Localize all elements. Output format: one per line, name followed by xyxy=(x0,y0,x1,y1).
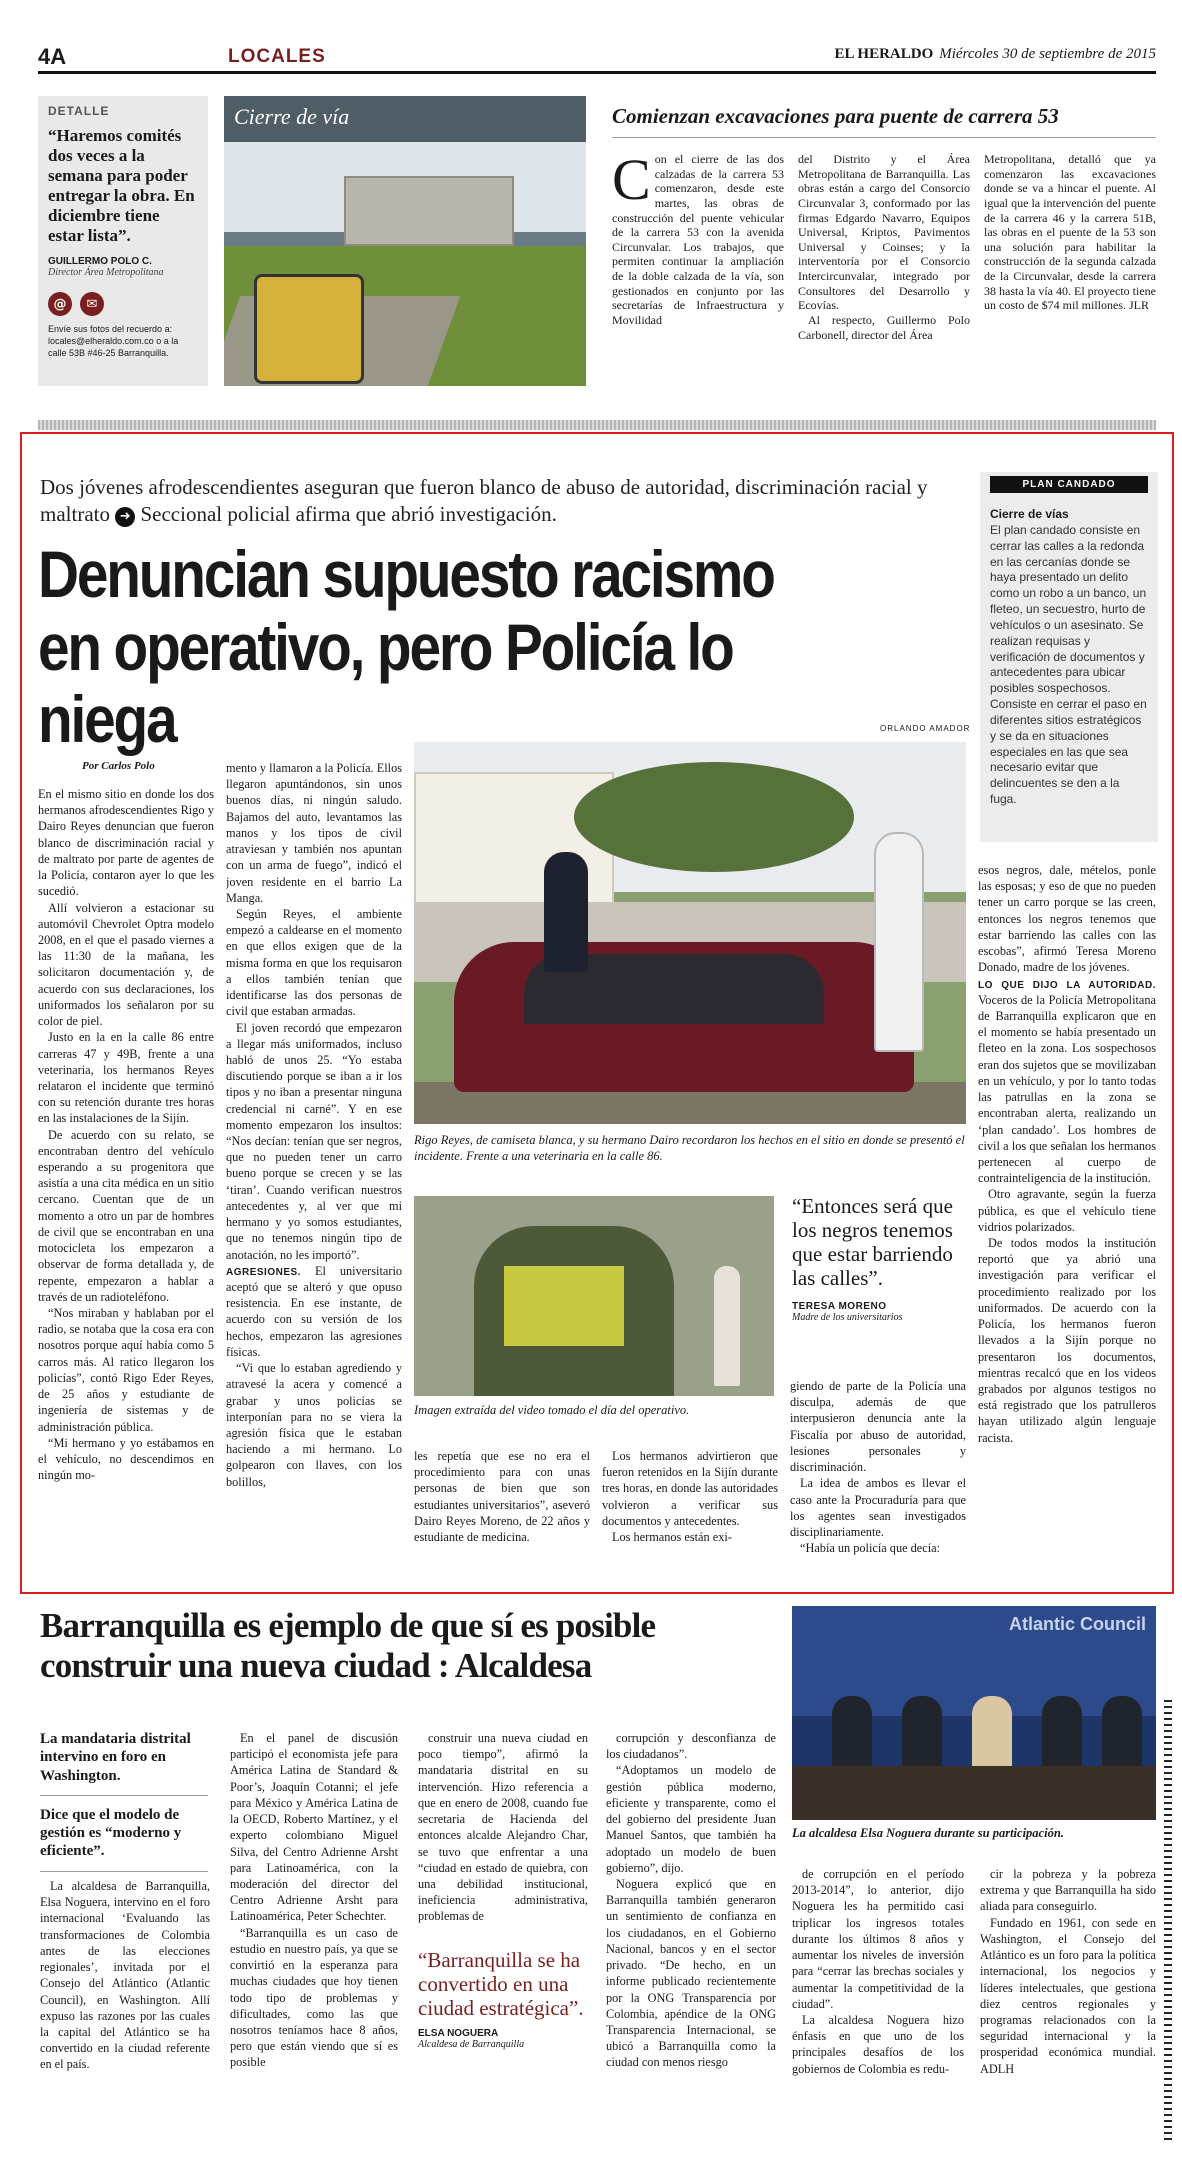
photo-bystander xyxy=(714,1266,740,1386)
paragraph: mento y llamaron a la Policía. Ellos llegaron apuntándonos, sin unos buenos días, ni ningún saludo. Bajamos del auto, levantamos las manos y los tipos de civil atraviesan y también nos apuntan con un arma de fuego”, indicó el joven residente en el barrio La Manga. xyxy=(226,761,402,905)
paragraph: construir una nueva ciudad en poco tiempo”, afirmó la mandataria distrital en su intervención. Hizo referencia a que en enero de 2008, cuando fue secretaria de Hacienda del entonces alcalde Alejandro Char, se tuvo que enfrentar a una “ciudad en estado de quiebra, con una debilidad institucional, ineficiencia administrativa, problemas de xyxy=(418,1731,588,1924)
pull-quote-text: “Entonces será que los negros tenemos que estar barriendo las calles”. xyxy=(792,1194,953,1291)
photo-panelist xyxy=(1102,1696,1142,1776)
paragraph: de corrupción en el período 2013-2014”, lo anterior, dijo Noguera les ha permitido casi triplicar los ingresos totales durante los últimos 8 años y aumentar los niveles de inversión para “cerrar las brechas sociales y aumentar la competitividad de la ciudad”. xyxy=(792,1867,964,2011)
paragraph: La alcaldesa de Barranquilla, Elsa Noguera, intervino en el foro internacional ‘Evaluando las transformaciones de Colombia antes de las elecciones regionales’, invitada por el Consejo del Atlántico (Atlantic Council), en Washington. Allí expuso las razones por las cuales la capital del Atlántico se ha convertido en la ciudad referente en el país. xyxy=(40,1879,210,2072)
photo-table xyxy=(792,1766,1156,1820)
video-caption: Imagen extraída del video tomado el día del operativo. xyxy=(414,1403,690,1417)
kicker-text: Dos jóvenes afrodescendientes aseguran que fueron blanco de abuso de autoridad, discriminación racial y maltrato xyxy=(40,475,928,527)
contact-icons xyxy=(48,292,198,316)
photo-panelist xyxy=(832,1696,872,1776)
top-story-text-4: Metropolitana, detalló que ya comenzaron las excavaciones donde se va a hincar el puente. Al igual que la intervención del puente de la carrera 46 y la carrera 51B, las obras en el puente de la 53 son una solución para habilitar la construcción de la segunda calzada de la Circunvalar, desde la carrera 38 hasta la vía 40. El proyecto tiene un costo de $74 mil millones. JLR xyxy=(984,152,1156,313)
lead-2: Dice que el modelo de gestión es “moderno y eficiente”. xyxy=(40,1806,208,1872)
paragraph: La alcaldesa Noguera hizo énfasis en que uno de los principales desafíos de los gobiernos de Colombia es redu- xyxy=(792,2012,964,2076)
main-col-3 xyxy=(414,1448,590,1562)
plan-candado-sidebar xyxy=(980,472,1158,842)
separator-band xyxy=(38,420,1156,430)
main-kicker xyxy=(40,474,940,529)
paragraph: Allí volvieron a estacionar su automóvil Chevrolet Optra modelo 2008, en el que el pasado viernes a las 11:30 de la mañana, les solicitaron documentación y, de acuerdo con sus declaraciones, los uniformados los señalaron por su color de piel. xyxy=(38,900,214,1029)
detalle-quote-author: GUILLERMO POLO C. xyxy=(48,256,152,268)
detalle-quote-role: Director Área Metropolitana xyxy=(48,267,164,279)
photo-panelist xyxy=(1042,1696,1082,1776)
photo-panelist xyxy=(972,1696,1012,1776)
section-name: LOCALES xyxy=(228,46,326,67)
subhead-agresiones: AGRESIONES. xyxy=(226,1266,301,1278)
drop-cap: C xyxy=(612,152,651,212)
pull-quote-author: TERESA MORENO xyxy=(792,1300,887,1312)
contact-text: Envíe sus fotos del recuerdo a: locales@elheraldo.com.co o a la calle 53B #46-25 Barranquilla. xyxy=(48,324,179,358)
bottom-col-6 xyxy=(980,1866,1156,2148)
paragraph: Los hermanos están exi- xyxy=(612,1530,732,1545)
paragraph: La idea de ambos es llevar el caso ante la Procuraduría para que los agentes sean investigados disciplinariamente. xyxy=(790,1476,966,1539)
page-header xyxy=(38,40,1156,74)
photo-vest xyxy=(504,1266,624,1346)
paragraph: les repetía que ese no era el procedimiento para con unas personas de bien que son estudiantes universitarios”, aseveró Dairo Reyes Moreno, de 22 años y estudiante de medicina. xyxy=(414,1449,590,1545)
top-story-text-1: on el cierre de las dos calzadas de la carrera 53 comenzaron, desde este martes, las obras de construcción del puente vehicular de la carrera 53 con la avenida Circunvalar. Los trabajos, que permiten continuar la ampliación de la doble calzada de la vía, son gestionados en conjunto por las secretarías de Infraestructura y Movilidad xyxy=(612,152,784,327)
main-headline: Denuncian supuesto racismo en operativo, pero Policía lo niega xyxy=(38,537,774,757)
detalle-label: DETALLE xyxy=(48,104,110,118)
top-story-text-2: del Distrito y el Área Metropolitana de Barranquilla. Las obras están a cargo del Consorcio Circunvalar 3, conformado por las firmas Edgardo Navarro, Equipos Universal, Kriptos, Pavimentos Universal y Coinses; y la interventoría por el Consorcio Intercircunvalar, integrado por Consultores del Desarrollo y Ecovías. xyxy=(798,152,970,313)
paragraph: De acuerdo con su relato, se encontraban dentro del vehículo esperando a su progenitora que asistía a una cita médica en un sitio cercano. Cuentan que de un momento a otro un par de hombres de civil que se encontraban en una motocicleta los empezaron a observar de forma detallada y, de repente, empezaron a hablar a través de un radioteléfono. xyxy=(38,1127,214,1304)
newspaper-name: EL HERALDO xyxy=(834,46,934,62)
paragraph: “Había un policía que decía: xyxy=(800,1541,940,1556)
subhead-autoridad: LO QUE DIJO LA AUTORIDAD. xyxy=(978,979,1156,991)
pull-quote-author: ELSA NOGUERA xyxy=(418,2028,499,2040)
arrow-right-icon: ➜ xyxy=(115,507,135,527)
paragraph: En el panel de discusión participó el economista jefe para América Latina de Standard & Poor’s, Joaquín Cotanni; el jefe para México y América Latina de la OECD, Roberto Martínez, y el experto colombiano Miguel Silva, del Centro Adrienne Arsht para Latinoamérica, con la moderación del director del Centro Adrienne Arsht para Latinoamérica, Peter Schechter. xyxy=(230,1731,398,1924)
sidebar-title: Cierre de vías xyxy=(990,507,1069,521)
paragraph: “Vi que lo estaban agrediendo y atravesé la acera y comencé a grabar y unos policías se interponían para no se viera la agresión física que le estaban haciendo a mi hermano. Lo golpearon con llaves, con los bolillos, xyxy=(226,1361,402,1489)
pull-quote-role: Madre de los universitarios xyxy=(792,1311,903,1323)
paragraph: De todos modos la institución reportó que ya abrió una investigación para verificar el procedimiento realizado por los uniformados. De acuerdo con la Policía, los hermanos fueron llevados a la Sijín porque no presentaron los documentos, mientras recalcó que en los videos grabados por algunos testigos no está registrado que los patrulleros hayan utilizado algún lenguaje racista. xyxy=(978,1236,1156,1445)
paragraph: El joven recordó que empezaron a llegar más uniformados, incluso habló de unos 25. “Yo estaba discutiendo porque se iban a ir los tipos y no iban a presentar ninguna credencial ni carné”. Y en ese momento empezaron los insultos: “Nos decían: tenían que ser negros, que no pueden tener un carro bueno porque se crecen y se las ‘tiran’. Cuando verifican nuestros antecedentes y, al ver que mi hermano y yo somos estudiantes, que no tenemos ningún tipo de anotación, no les importó”. xyxy=(226,1020,402,1262)
pull-quote xyxy=(792,1194,966,1323)
photo-tag: Cierre de vía xyxy=(224,96,586,142)
at-sign-icon: @ xyxy=(48,292,72,316)
road-closure-photo xyxy=(224,96,586,386)
bottom-pull-quote xyxy=(418,1948,596,2050)
paragraph: “Barranquilla es un caso de estudio en nuestro país, ya que se convirtió en la esperanza para muchas ciudades que hoy tienen todo tipo de problemas y dificultades, como las que nosotros teníamos hace 8 años, pero que están viendo que sí es posible xyxy=(230,1925,398,2070)
bottom-col-3 xyxy=(418,1730,588,1938)
pull-quote-role: Alcaldesa de Barranquilla xyxy=(418,2039,525,2051)
sidebar-tag: PLAN CANDADO xyxy=(990,476,1148,493)
masthead-date xyxy=(834,46,1156,63)
photo-credit: ORLANDO AMADOR xyxy=(880,724,971,733)
bottom-col-1 xyxy=(40,1878,210,2148)
photo-trees xyxy=(574,762,854,872)
paragraph: giendo de parte de la Policía una disculpa, además de que interpusieron denuncia ante la Fiscalía por abuso de autoridad, lesiones personales y discriminación. xyxy=(790,1379,966,1475)
paragraph: “Mi hermano y yo estábamos en el vehículo, no descendimos en ningún mo- xyxy=(38,1435,214,1483)
paragraph: Otro agravante, según la fuerza pública, es que el vehículo tiene vidrios polarizados. xyxy=(978,1187,1156,1234)
photo-survey-level xyxy=(254,274,364,384)
issue-date: Miércoles 30 de septiembre de 2015 xyxy=(939,46,1156,62)
photo-panelist xyxy=(902,1696,942,1776)
paragraph: Voceros de la Policía Metropolitana de Barranquilla explicaron que en el momento se había presentado un fleteo en la zona. Los sospechosos eran dos sujetos que se movilizaban en un vehículo, y por lo tanto todas las patrullas en la zona se encontraban alerta, realizando un ‘plan candado’. Los hombres de civil a los que señalan los hermanos pertenecen al cuerpo de contrainteligencia de la institución. xyxy=(978,992,1156,1186)
main-col-5 xyxy=(790,1378,966,1562)
detalle-quote: “Haremos comités dos veces a la semana para poder entregar la obra. En diciembre tiene estar lista”. xyxy=(48,126,195,246)
paragraph: En el mismo sitio en donde los dos hermanos afrodescendientes Rigo y Dairo Reyes denuncian que fueron blanco de discriminación racial y de maltrato por parte de agentes de la Policía, contaron ayer lo que les sucedió. xyxy=(38,787,214,899)
paragraph: Justo en la en la calle 86 entre carreras 47 y 49B, frente a una veterinaria, los hermanos Reyes relataron el incidente que terminó con su retención durante tres horas en las instalaciones de la Sijín. xyxy=(38,1030,214,1126)
top-story-body xyxy=(612,152,1156,388)
main-col-4 xyxy=(602,1448,778,1562)
bottom-col-5 xyxy=(792,1866,964,2148)
forum-caption: La alcaldesa Elsa Noguera durante su participación. xyxy=(792,1826,1064,1840)
bottom-headline: Barranquilla es ejemplo de que sí es posible construir una nueva ciudad : Alcaldesa xyxy=(40,1606,656,1686)
paragraph: Fundado en 1961, con sede en Washington, el Consejo del Atlántico es un foro para la política internacional, los negocios y líderes intelectuales, que gestiona diez centros regionales y programas relacionados con la seguridad internacional y la prosperidad económica mundial. ADLH xyxy=(980,1915,1156,2076)
sidebar-text: El plan candado consiste en cerrar las calles a la redonda en las cercanías donde se haya presentado un delito como un robo a un banco, un fleteo, un secuestro, hurto de vehículos o un asesinato. Se realizan requisas y verificación de documentos y antecedentes para ubicar posibles sospechosos. Consiste en cerrar el paso en diferentes sitios estratégicos y se da en situaciones especiales en las que sea necesario evitar que delincuentes se den a la fuga. xyxy=(990,523,1147,807)
paragraph: cir la pobreza y la pobreza extrema y que Barranquilla ha sido aliada para conseguirlo. xyxy=(980,1867,1156,1914)
top-story-title: Comienzan excavaciones para puente de carrera 53 xyxy=(612,104,1156,138)
kicker-text-2: Seccional policial afirma que abrió investigación. xyxy=(140,502,557,527)
byline: Por Carlos Polo xyxy=(82,760,155,772)
main-col-2 xyxy=(226,760,402,1562)
paragraph: Los hermanos advirtieron que fueron retenidos en la Sijín durante tres horas, en donde las autoridades volvieron a verificar sus documentos y antecedentes. xyxy=(602,1449,778,1528)
top-story-col-2 xyxy=(798,152,970,388)
paragraph: Noguera explicó que en Barranquilla también generaron un sentimiento de confianza en los ciudadanos, en el Gobierno Nacional, bancos y en el sector privado. “De hecho, en un informe publicado recientemente por la ONG Transparencia por Colombia, apéndice de la ONG Transparencia Internacional, se ubicó a Barranquilla como la ciudad con menos riesgo xyxy=(606,1876,776,2070)
top-story-col-3 xyxy=(984,152,1156,388)
bottom-leads xyxy=(40,1730,208,1872)
paragraph: “Adoptamos un modelo de gestión pública moderno, eficiente y transparente, como el del gobierno del presidente Juan Manuel Santos, que también ha adoptado un modelo de buen gobierno”, dijo. xyxy=(606,1763,776,1875)
photo-person-rigo xyxy=(874,832,924,1052)
brothers-photo xyxy=(414,742,966,1124)
scan-edge-marks xyxy=(1164,1700,1172,2140)
main-col-1 xyxy=(38,786,214,1562)
paragraph: Según Reyes, el ambiente empezó a caldearse en el momento en que ellos exigen que de la misma forma en que los requisaron a ellos también tenían que identificarse las dos personas de civil que estaban armadas. xyxy=(226,906,402,1019)
bottom-col-4 xyxy=(606,1730,776,2148)
page-number: 4A xyxy=(38,44,67,69)
paragraph: El universitario aceptó que se alteró y que opuso resistencia. En ese instante, de acuerdo con su versión de los hechos, empezaron las agresiones físicas. xyxy=(226,1263,402,1359)
video-still-photo xyxy=(414,1196,774,1396)
bottom-col-2 xyxy=(230,1730,398,2148)
paragraph: esos negros, dale, mételos, ponle las esposas; y eso de que no pueden tener un carro porque se las creen, entonces los negros tenemos que estar barriendo las calles con las escobas”, afirmó Teresa Moreno Donado, madre de los jóvenes. xyxy=(978,863,1156,975)
paragraph: corrupción y desconfianza de los ciudadanos”. xyxy=(606,1731,776,1762)
atlantic-council-logo: Atlantic Council xyxy=(1008,1614,1146,1634)
photo-bridge xyxy=(344,176,514,246)
main-col-6 xyxy=(978,862,1156,1562)
envelope-icon: ✉ xyxy=(80,292,104,316)
detalle-box xyxy=(38,96,208,386)
pull-quote-text: “Barranquilla se ha convertido en una ciudad estratégica”. xyxy=(418,1948,584,2021)
top-story-col-1 xyxy=(612,152,784,388)
photo-caption: Rigo Reyes, de camiseta blanca, y su hermano Dairo recordaron los hechos en el sitio en donde se presentó el incidente. Frente a una veterinaria en la calle 86. xyxy=(414,1133,965,1164)
forum-photo xyxy=(792,1606,1156,1820)
lead-1: La mandataria distrital intervino en foro en Washington. xyxy=(40,1730,208,1796)
paragraph: “Nos miraban y hablaban por el radio, se notaba que la cosa era con nosotros porque aquí había como 5 carros más. Al ratico llegaron los policías”, contó Rigo Eder Reyes, de 25 años y estudiante de ingeniería de sistemas y de administración pública. xyxy=(38,1306,214,1434)
top-story-text-3: Al respecto, Guillermo Polo Carbonell, director del Área xyxy=(798,312,970,342)
photo-person-dairo xyxy=(544,852,588,972)
